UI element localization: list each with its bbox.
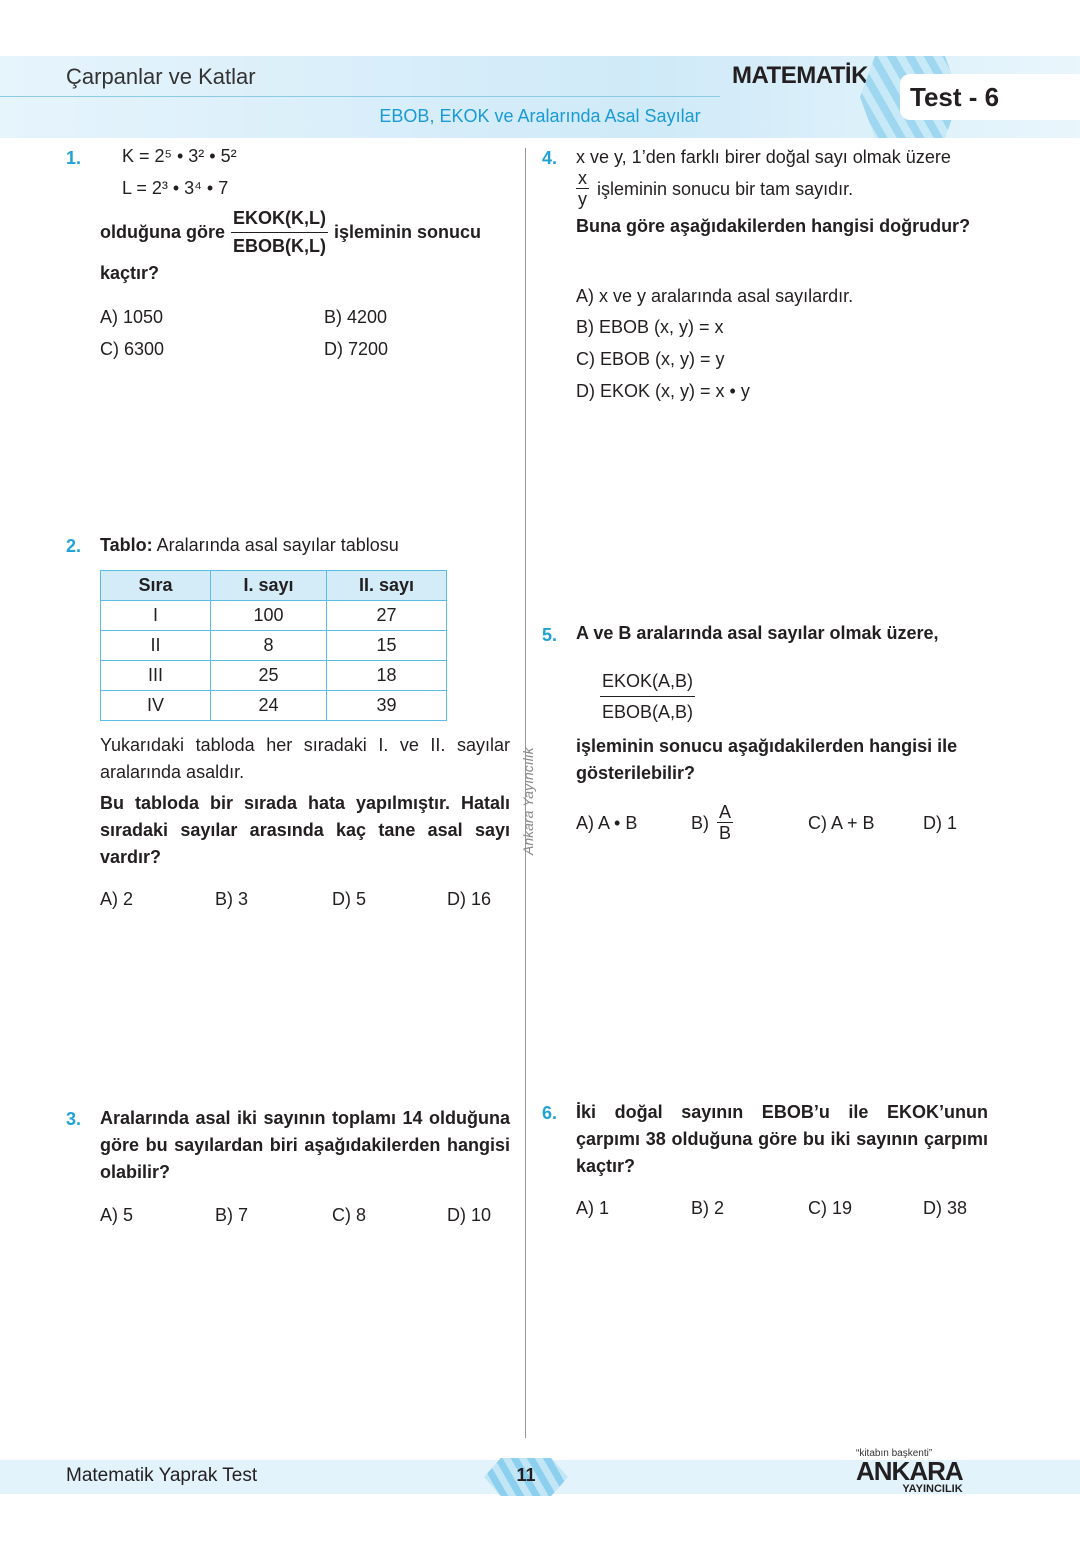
q6-option-d[interactable]: D) 38 (923, 1198, 968, 1218)
q2-title: Aralarında asal sayılar tablosu (156, 535, 399, 555)
q1-number: 1. (66, 148, 82, 168)
q3-option-c[interactable]: C) 8 (332, 1205, 367, 1225)
q4-option-c[interactable]: C) EBOB (x, y) = y (576, 349, 725, 369)
q2-option-b[interactable]: B) 3 (215, 889, 249, 909)
q1-question (100, 205, 481, 260)
cell: I (101, 601, 211, 631)
q5-line1: A ve B aralarında asal sayılar olmak üzere, (576, 623, 939, 643)
cell: 15 (327, 631, 447, 661)
q2-number: 2. (66, 536, 82, 556)
q4-frac-num: x (578, 168, 587, 188)
q1-frac-den: EBOB(K,L) (233, 236, 326, 256)
q5-fraction (600, 666, 695, 727)
q2-text: Yukarıdaki tabloda her sıradaki I. ve II. sayılar aralarında asaldır. (100, 735, 510, 782)
q1-pre: olduğuna göre (100, 222, 225, 242)
q2-table (100, 570, 447, 721)
q4-number: 4. (542, 148, 558, 168)
q3-option-b[interactable]: B) 7 (215, 1205, 249, 1225)
q4-option-d[interactable]: D) EKOK (x, y) = x • y (576, 381, 750, 401)
q6-option-a[interactable]: A) 1 (576, 1198, 610, 1218)
q4-frac-den: y (578, 189, 587, 209)
cell: 24 (211, 691, 327, 721)
q1-fraction (231, 205, 328, 260)
table-row (101, 691, 447, 721)
q5-frac-den: EBOB(A,B) (602, 702, 694, 722)
q5-option-b[interactable] (691, 802, 733, 843)
q2-option-a[interactable]: A) 2 (100, 889, 134, 909)
unit-title: Çarpanlar ve Katlar (66, 64, 256, 89)
q4-option-b[interactable]: B) EBOB (x, y) = x (576, 317, 724, 337)
q2-question: Bu tabloda bir sırada hata yapılmıştır. Hatalı sıradaki sayılar arasında kaç tane asal sayı vardır? (100, 793, 510, 867)
q5-option-b-label: B) (691, 812, 709, 833)
q5-question: işleminin sonucu aşağıdakilerden hangisi ile gösterilebilir? (576, 736, 958, 783)
q6-question: İki doğal sayının EBOB’u ile EKOK’unun çarpımı 38 olduğuna göre bu iki sayının çarpımı kaçtır? (576, 1102, 988, 1176)
q6-option-b[interactable]: B) 2 (691, 1198, 725, 1218)
q4-line2 (576, 168, 853, 209)
q1-frac-num: EKOK(K,L) (231, 205, 328, 233)
table-row (101, 631, 447, 661)
q3-question: Aralarında asal iki sayının toplamı 14 olduğuna göre bu sayılardan biri aşağıdakilerden hangisi olabilir? (100, 1108, 510, 1182)
cell: 25 (211, 661, 327, 691)
logo-brand: ANKARA (856, 1456, 963, 1486)
q5-number: 5. (542, 625, 558, 645)
logo-sub: YAYINCILIK (902, 1483, 963, 1495)
cell: II (101, 631, 211, 661)
page-number: 11 (516, 1465, 536, 1485)
footer-title: Matematik Yaprak Test (66, 1465, 258, 1486)
q1-option-b[interactable]: B) 4200 (324, 307, 388, 327)
cell: IV (101, 691, 211, 721)
q4-line2-text: işleminin sonucu bir tam sayıdır. (597, 178, 854, 199)
q4-question: Buna göre aşağıdakilerden hangisi doğrudur? (576, 216, 971, 236)
q1-option-a[interactable]: A) 1050 (100, 307, 164, 327)
topic-title: EBOB, EKOK ve Aralarında Asal Sayılar (379, 106, 701, 126)
q1-k: K = 2⁵ • 3² • 5² (122, 146, 237, 166)
table-row (101, 661, 447, 691)
test-label: Test - 6 (910, 82, 1000, 112)
q1-l: L = 2³ • 3⁴ • 7 (122, 178, 229, 198)
th-sira: Sıra (101, 571, 211, 601)
q4-fraction (576, 168, 589, 209)
cell: 8 (211, 631, 327, 661)
cell: 18 (327, 661, 447, 691)
q4-line1: x ve y, 1’den farklı birer doğal sayı olmak üzere (576, 147, 951, 167)
th-first: I. sayı (211, 571, 327, 601)
q5-option-b-fraction (717, 802, 733, 843)
q1-end: kaçtır? (100, 263, 160, 283)
q3-option-d[interactable]: D) 10 (447, 1205, 492, 1225)
q2-option-d[interactable]: D) 16 (447, 889, 492, 909)
logo-slogan: “kitabın başkenti” (856, 1448, 933, 1459)
q3-option-a[interactable]: A) 5 (100, 1205, 134, 1225)
q6-number: 6. (542, 1103, 558, 1123)
q2-label: Tablo: (100, 535, 153, 555)
q5-option-c[interactable]: C) A + B (808, 813, 875, 833)
q5-frac-num: EKOK(A,B) (600, 666, 695, 697)
watermark: Ankara Yayıncılık (520, 747, 536, 855)
frac-den: B (719, 823, 732, 843)
q1-option-d[interactable]: D) 7200 (324, 339, 389, 359)
publisher-logo (856, 1448, 963, 1495)
q2-heading (100, 532, 399, 559)
cell: 27 (327, 601, 447, 631)
q1-option-c[interactable]: C) 6300 (100, 339, 165, 359)
q5-option-d[interactable]: D) 1 (923, 813, 958, 833)
q1-post: işleminin sonucu (334, 222, 482, 242)
q6-option-c[interactable]: C) 19 (808, 1198, 853, 1218)
q4-option-a[interactable]: A) x ve y aralarında asal sayılardır. (576, 286, 854, 306)
table-row (101, 601, 447, 631)
cell: 100 (211, 601, 327, 631)
cell: III (101, 661, 211, 691)
cell: 39 (327, 691, 447, 721)
subject-title: MATEMATİK (732, 62, 868, 89)
th-second: II. sayı (327, 571, 447, 601)
frac-num: A (719, 802, 732, 822)
header-divider (0, 96, 720, 97)
q5-option-a[interactable]: A) A • B (576, 813, 638, 833)
q2-option-c[interactable]: D) 5 (332, 889, 367, 909)
q3-number: 3. (66, 1109, 82, 1129)
